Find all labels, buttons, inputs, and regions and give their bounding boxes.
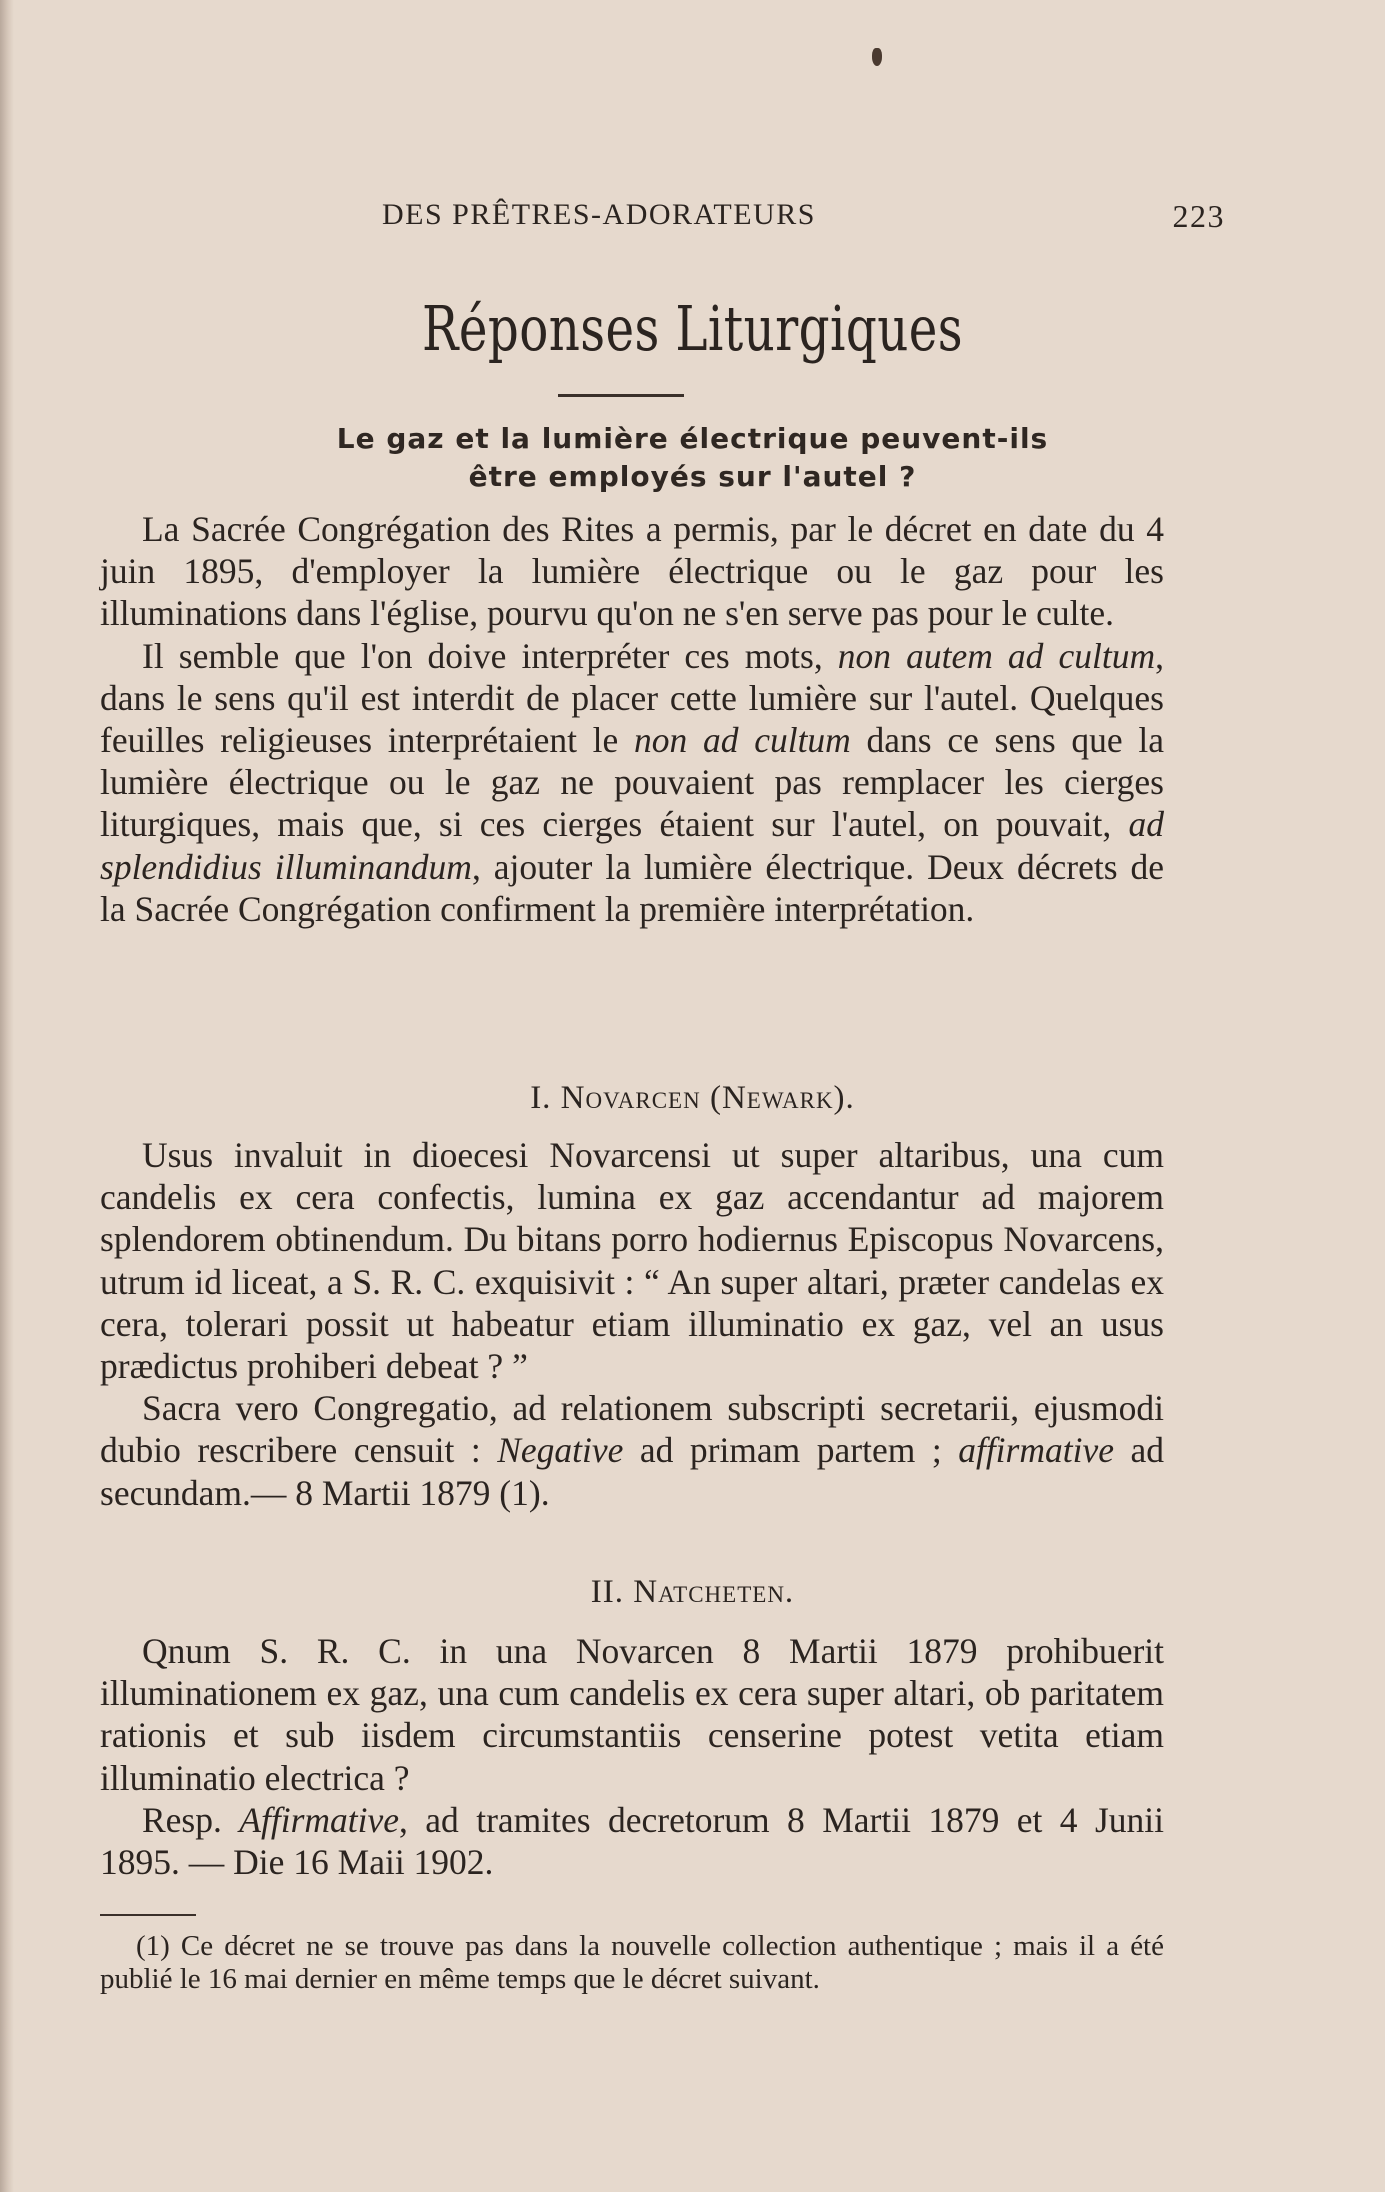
text-run: ad secundam.— 8 Martii 1879 (1). xyxy=(100,1430,1164,1513)
text-run: Il semble que l'on doive interpréter ces mots, xyxy=(142,635,838,676)
decree-2-heading: II. Natcheten. xyxy=(590,1574,795,1610)
section-title: Réponses Liturgiques xyxy=(422,292,963,365)
intro-paragraph-2 xyxy=(100,635,1164,930)
intro-text xyxy=(100,508,1164,930)
italic-phrase: non ad cultum xyxy=(634,720,851,761)
text-run: , ajouter la lumière électrique. Deux décrets de la Sacrée Congrégation confirment la première interprétation. xyxy=(100,846,1164,929)
question-heading xyxy=(120,420,1265,496)
footnote-text: (1) Ce décret ne se trouve pas dans la nouvelle collection authentique ; mais il a été publié le 16 mai dernier en même temps que le décret suivant. xyxy=(100,1930,1164,1995)
italic-phrase: non autem ad cultum xyxy=(837,635,1156,676)
title-rule xyxy=(558,394,684,397)
italic-phrase: ad splendidius illuminandum xyxy=(100,804,1164,887)
decree-2-text xyxy=(100,1630,1164,1883)
question-line-1: Le gaz et la lumière électrique peuvent-ils xyxy=(336,422,1049,455)
decree-1-paragraph-1: Usus invaluit in dioecesi Novarcensi ut super altaribus, una cum candelis ex cera confectis, lumina ex gaz accendantur ad majorem splendorem obtinendum. Du bitans porro hodiernus Episcopus Novarcens, utrum id liceat, a S. R. C. exquisivit : “ An super altari, præter candelas ex cera, tolerari possit ut habeatur etiam illuminatio ex gaz, vel an usus prædictus prohiberi debeat ? ” xyxy=(100,1135,1164,1387)
text-run: , ad tramites decretorum 8 Martii 1879 et 4 Junii 1895. — Die 16 Maii 1902. xyxy=(100,1799,1164,1883)
running-head xyxy=(100,198,1285,242)
intro-paragraph-1: La Sacrée Congrégation des Rites a permis, par le décret en date du 4 juin 1895, d'employer la lumière électrique ou le gaz pour les illuminations dans l'église, pourvu qu'on ne s'en serve pas pour le culte. xyxy=(100,509,1164,634)
italic-phrase: Negative xyxy=(497,1430,624,1471)
running-head-title: DES PRÊTRES-ADORATEURS xyxy=(382,198,816,231)
text-run: Sacra vero Congregatio, ad relationem subscripti secretarii, ejusmodi dubio rescribere censuit : xyxy=(100,1388,1164,1471)
text-run: ad primam partem ; xyxy=(623,1430,959,1471)
footnote-rule xyxy=(100,1914,196,1916)
decree-1-text xyxy=(100,1134,1164,1514)
footnote xyxy=(100,1930,1164,1996)
ink-spot xyxy=(872,48,882,66)
page-number: 223 xyxy=(1172,198,1225,234)
italic-phrase: Affirmative xyxy=(239,1799,400,1840)
decree-1-heading: I. Novarcen (Newark). xyxy=(530,1080,855,1116)
text-run: dans ce sens que la lumière électrique ou le gaz ne pouvaient pas remplacer les cierges liturgiques, mais que, si ces cierges étaient sur l'autel, on pouvait, xyxy=(100,720,1164,845)
decree-2-paragraph-2 xyxy=(100,1799,1164,1883)
question-line-2: être employés sur l'autel ? xyxy=(468,460,917,493)
decree-2-paragraph-1: Qnum S. R. C. in una Novarcen 8 Martii 1879 prohibuerit illuminationem ex gaz, una cum candelis ex cera super altari, ob paritatem rationis et sub iisdem circumstantiis censerine potest vetita etiam illuminatio electrica ? xyxy=(100,1631,1164,1798)
text-run: Resp. xyxy=(142,1799,240,1840)
text-run: , dans le sens qu'il est interdit de placer cette lumière sur l'autel. Quelques feuilles religieuses interprétaient le xyxy=(100,635,1164,761)
italic-phrase: affirmative xyxy=(958,1430,1114,1471)
decree-1-paragraph-2 xyxy=(100,1387,1164,1514)
